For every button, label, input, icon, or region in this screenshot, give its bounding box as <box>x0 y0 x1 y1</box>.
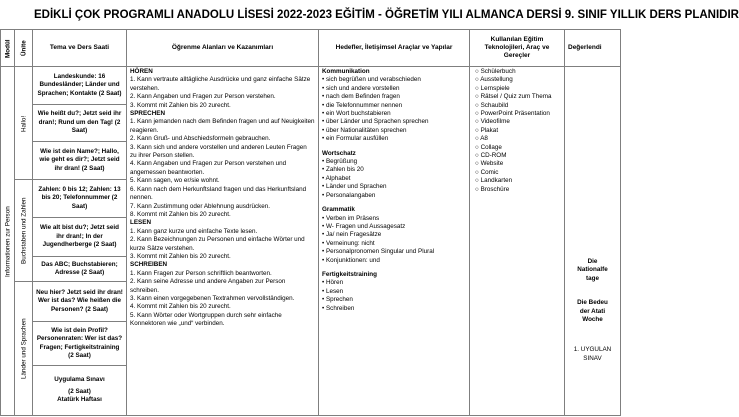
tool-item: ○ Rätsel / Quiz zum Thema <box>473 93 561 101</box>
learning-item: 4. Kommt mit Zahlen bis 20 zurecht. <box>130 303 231 311</box>
learning-item: 2. Kann seine Adresse und andere Angaben zur Person schreiben. <box>130 278 286 294</box>
modul-label: Informationen zur Person <box>1 67 15 416</box>
learning-item: 8. Kommt mit Zahlen bis 20 zurecht. <box>130 210 231 218</box>
header-kullanilan: Kullanılan Eğitim Teknolojileri, Araç ve Gereçler <box>470 30 565 67</box>
tool-item: ○ Landkarten <box>473 177 561 185</box>
tool-item: ○ Website <box>473 160 561 168</box>
header-tema: Tema ve Ders Saati <box>33 30 127 67</box>
evaluation-text: der Atati <box>579 307 606 315</box>
unit-hallo: Hallo! <box>15 67 33 180</box>
evaluation-text: Nationalfe <box>577 266 608 274</box>
header-unite: Ünite <box>15 30 33 67</box>
tool-item: ○ PowerPoint Präsentation <box>473 110 561 118</box>
goal-item: • Begrüßung <box>322 158 466 166</box>
learning-heading: SPRECHEN <box>130 110 165 118</box>
header-modul: Modül <box>1 30 15 67</box>
learning-item: 2. Kann Angaben und Fragen zur Person verstehen. <box>130 93 276 101</box>
goal-item: • sich begrüßen und verabschieden <box>322 76 466 84</box>
tool-item: ○ Videofilme <box>473 118 561 126</box>
tool-item: ○ Plakat <box>473 127 561 135</box>
tool-item: ○ Broschüre <box>473 186 561 194</box>
goal-item: • über Länder und Sprachen sprechen <box>322 118 466 126</box>
goal-item: • die Telefonnummer nennen <box>322 102 466 110</box>
tool-item: ○ Lernspiele <box>473 85 561 93</box>
goal-item: • Personalangaben <box>322 192 466 200</box>
goal-item: • ein Wort buchstabieren <box>322 110 466 118</box>
topic-cell: Wie alt bist du?; Jetzt seid ihr dran!; In der Jugendherberge (2 Saat) <box>33 218 127 257</box>
evaluation-text: SINAV <box>583 354 602 362</box>
goals-heading: Wortschatz <box>322 149 356 157</box>
goal-item: • Konjunktionen: und <box>322 257 466 265</box>
topic-cell: Landeskunde: 16 Bundesländer; Länder und Sprachen; Kontakte (2 Saat) <box>33 67 127 105</box>
plan-table <box>0 29 621 416</box>
tool-item: ○ Ausstellung <box>473 76 561 84</box>
header-degerlendirme: Değerlendi <box>565 30 621 67</box>
goal-item: • Sprechen <box>322 296 466 304</box>
goal-item: • Verneinung: nicht <box>322 240 466 248</box>
goal-item: • Personalpronomen Singular und Plural <box>322 248 466 256</box>
goal-item: • Lesen <box>322 288 466 296</box>
learning-item: 6. Kann nach dem Herkunftsland fragen und das Herkunftsland nennen. <box>130 185 307 202</box>
learning-item: 7. Kann Zustimmung oder Ablehnung ausdrücken. <box>130 202 271 210</box>
topic-cell: Wie ist dein Name?; Hallo, wie geht es dir?; Jetzt seid ihr dran! (2 Saat) <box>33 142 127 180</box>
goals-heading: Kommunikation <box>322 68 370 75</box>
goal-item: • Zahlen bis 20 <box>322 166 466 174</box>
evaluation-cell <box>565 67 621 416</box>
learning-item: 1. Kann Fragen zur Person schriftlich beantworten. <box>130 269 272 277</box>
learning-heading: SCHREIBEN <box>130 261 168 269</box>
topic-cell: Neu hier? Jetzt seid ihr dran! Wer ist das? Wie heißen die Personen? (2 Saat) <box>33 282 127 322</box>
topic-cell: Uygulama Sınavı (2 Saat) Atatürk Haftası <box>33 366 127 416</box>
goals-heading: Grammatik <box>322 206 355 214</box>
header-hedefler: Hedefler, İletişimsel Araçlar ve Yapılar <box>319 30 470 67</box>
evaluation-text: Die <box>587 258 598 265</box>
evaluation-text: tage <box>586 274 599 282</box>
unit-laender: Länder und Sprachen <box>15 282 33 416</box>
header-ogrenme: Öğrenme Alanları ve Kazanımları <box>127 30 319 67</box>
learning-item: 3. Kann einen vorgegebenen Textrahmen vervollständigen. <box>130 294 295 302</box>
page-title: EDİKLİ ÇOK PROGRAMLI ANADOLU LİSESİ 2022-2023 EĞİTİM - ÖĞRETİM YILI ALMANCA DERSİ 9. SINIF YILLIK DERS PLANIDIR <box>34 8 739 21</box>
topic-cell: Das ABC; Buchstabieren; Adresse (2 Saat) <box>33 257 127 282</box>
tool-item: ○ Schülerbuch <box>473 68 561 76</box>
tool-item: ○ Collage <box>473 144 561 152</box>
evaluation-text: 1. UYGULAN <box>573 346 612 354</box>
learning-item: 4. Kann Angaben und Fragen zur Person verstehen und angemessen beantworten. <box>130 160 287 176</box>
topic-cell: Wie ist dein Profil? Personenraten: Wer ist das? Fragen; Fertigkeitstraining (2 Saat) <box>33 322 127 366</box>
learning-item: 5. Kann sagen, wo er/sie wohnt. <box>130 177 220 185</box>
goal-item: • Alphabet <box>322 175 466 183</box>
learning-outcomes <box>127 67 319 416</box>
unit-buchstaben: Buchstaben und Zahlen <box>15 180 33 282</box>
learning-item: 2. Kann Gruß- und Abschiedsformeln gebrauchen. <box>130 135 271 143</box>
goals-cell <box>319 67 470 416</box>
learning-item: 1. Kann jemanden nach dem Befinden fragen und auf Neuigkeiten reagieren. <box>130 118 315 134</box>
learning-item: 5. Kann Wörter oder Wortgruppen durch sehr einfache Konnektoren wie „und“ verbinden. <box>130 311 282 328</box>
goal-item: • Ja/ nein Fragesätze <box>322 231 466 239</box>
goals-heading: Fertigkeitstraining <box>322 270 377 278</box>
tool-item: ○ Schaubild <box>473 102 561 110</box>
learning-item: 3. Kommt mit Zahlen bis 20 zurecht. <box>130 101 231 109</box>
learning-item: 1. Kann vertraute alltägliche Ausdrücke und ganz einfache Sätze verstehen. <box>130 76 311 92</box>
goal-item: • nach dem Befinden fragen <box>322 93 466 101</box>
learning-heading: HÖREN <box>130 68 153 75</box>
goal-item: • Länder und Sprachen <box>322 183 466 191</box>
learning-heading: LESEN <box>130 219 151 227</box>
learning-item: 2. Kann Bezeichnungen zu Personen und einfache Wörter und kurze Sätze verstehen. <box>130 236 305 252</box>
evaluation-text: Woche <box>582 316 603 324</box>
goal-item: • ein Formular ausfüllen <box>322 135 466 143</box>
goal-item: • W- Fragen und Aussagesatz <box>322 223 466 231</box>
learning-item: 1. Kann ganz kurze und einfache Texte lesen. <box>130 227 258 235</box>
tool-item: ○ A8 <box>473 135 561 143</box>
topic-cell: Zahlen: 0 bis 12; Zahlen: 13 bis 20; Telefonnummer (2 Saat) <box>33 180 127 218</box>
learning-item: 3. Kommt mit Zahlen bis 20 zurecht. <box>130 252 231 260</box>
tools-cell <box>470 67 565 416</box>
goal-item: • über Nationalitäten sprechen <box>322 127 466 135</box>
learning-item: 3. Kann sich und andere vorstellen und anderen Leuten Fragen zu ihrer Person stellen. <box>130 143 307 160</box>
goal-item: • Hören <box>322 279 466 287</box>
evaluation-text: Die Bedeu <box>577 299 608 307</box>
goal-item: • Schreiben <box>322 305 466 313</box>
tool-item: ○ CD-ROM <box>473 152 561 160</box>
topic-cell: Wie heißt du?; Jetzt seid ihr dran!; Rund um den Tag! (2 Saat) <box>33 105 127 142</box>
goal-item: • sich und andere vorstellen <box>322 85 466 93</box>
tool-item: ○ Comic <box>473 169 561 177</box>
goal-item: • Verben im Präsens <box>322 215 466 223</box>
